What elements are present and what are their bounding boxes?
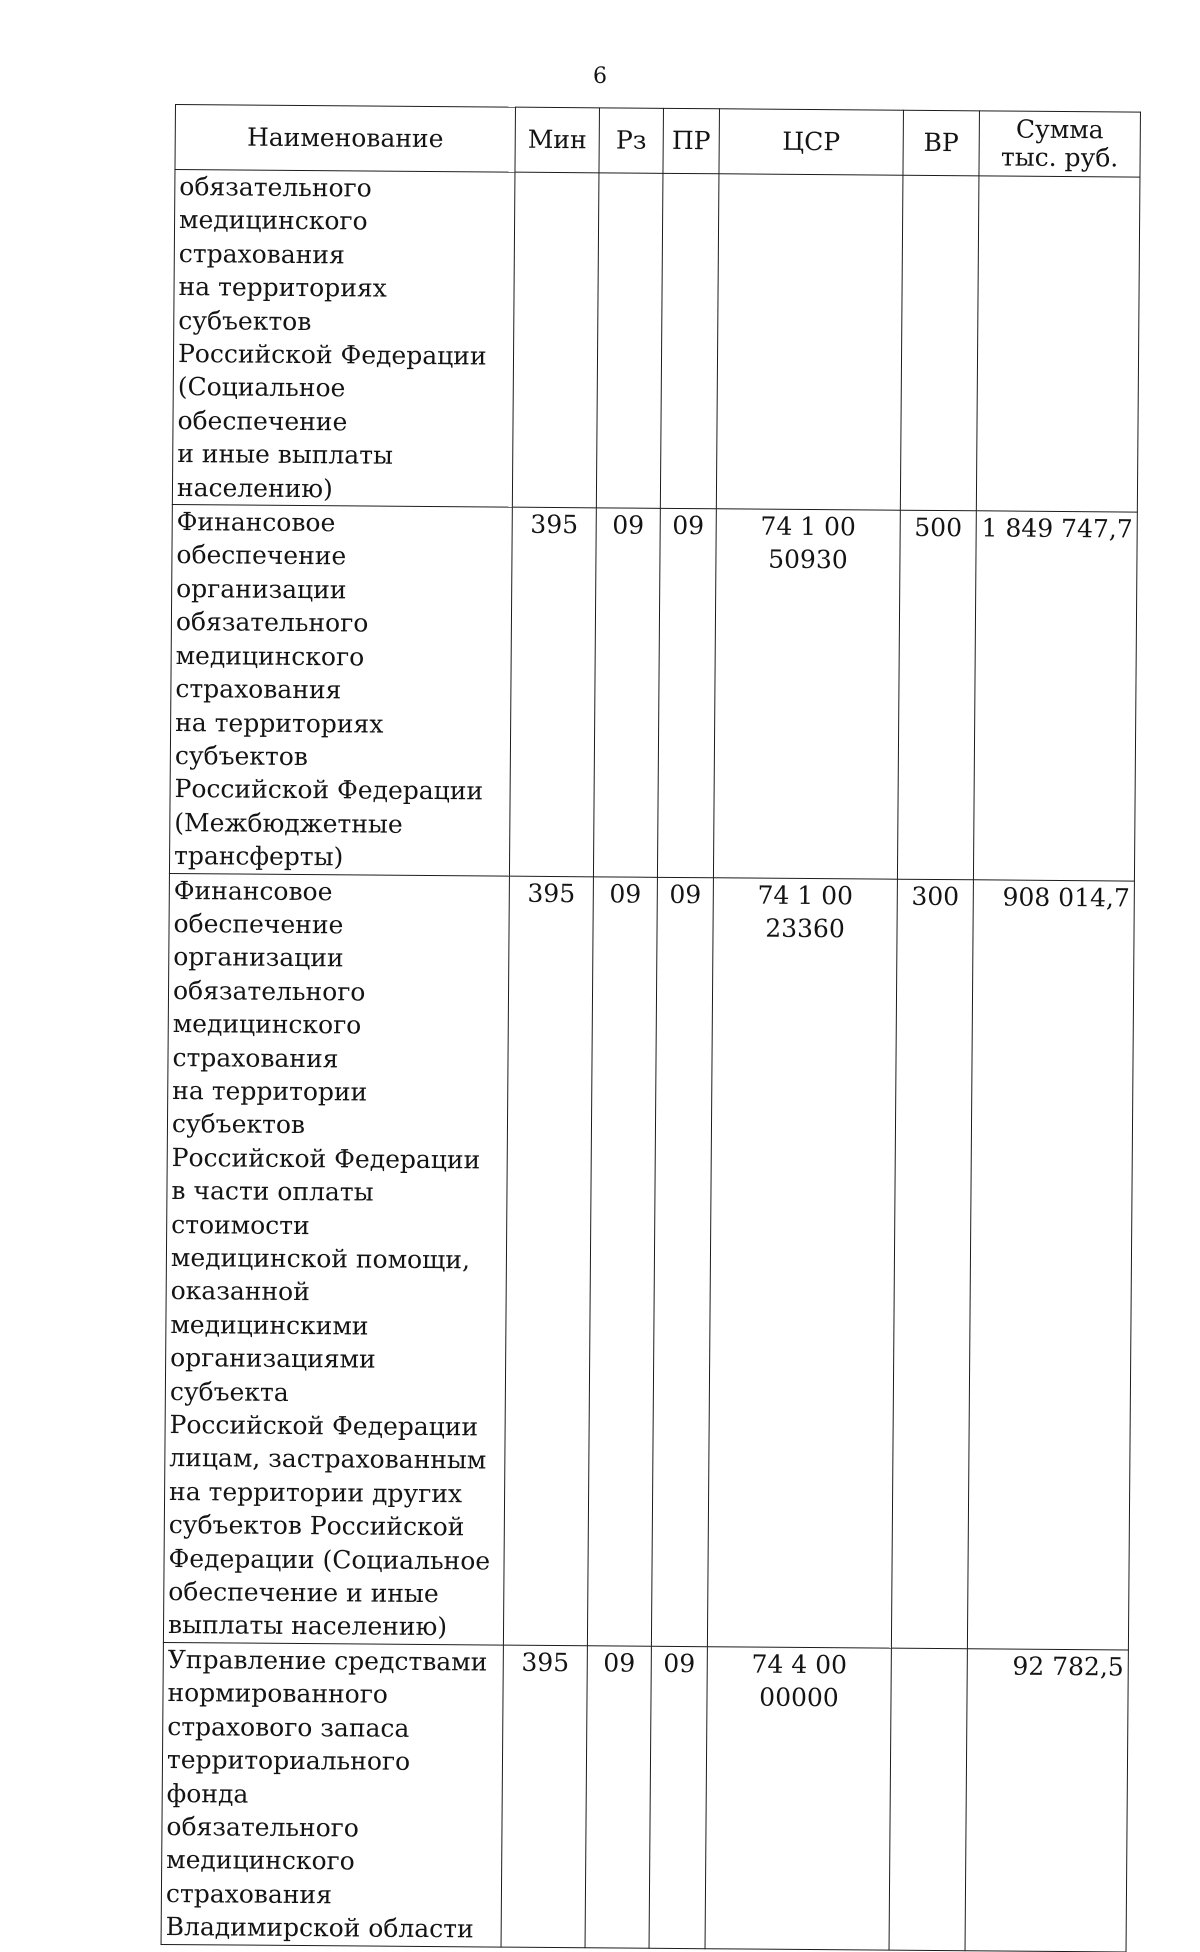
row-sum: 92 782,5 xyxy=(965,1649,1128,1952)
row-vr xyxy=(900,175,979,511)
row-sum xyxy=(976,176,1140,512)
row-min xyxy=(512,172,599,508)
row-vr: 300 xyxy=(891,879,973,1649)
header-name: Наименование xyxy=(175,105,516,173)
row-sum: 1 849 747,7 xyxy=(973,511,1137,881)
row-pr: 09 xyxy=(649,1646,707,1948)
table-row xyxy=(161,1642,1128,1951)
row-sum: 908 014,7 xyxy=(967,879,1134,1650)
row-rz: 09 xyxy=(585,1646,651,1948)
table-row xyxy=(172,170,1140,513)
row-name: Финансовое обеспечение организации обязательного медицинского страхования на территории субъектов Российской Федерации в части оплаты стоимости медицинской помощи, оказанной медицинскими организациями субъекта Российской Федерации лицам, застрахованным на территории других субъектов Российской Федерации (Социальное обеспечение и иные выплаты населению) xyxy=(163,873,509,1645)
row-min: 395 xyxy=(509,507,596,876)
header-vr: ВР xyxy=(903,110,980,176)
row-pr xyxy=(660,173,719,508)
table-row xyxy=(169,505,1137,881)
row-pr: 09 xyxy=(657,508,716,877)
row-name: Управление средствами нормированного страхового запаса территориального фонда обязательного медицинского страхования Владимирской области xyxy=(161,1642,503,1946)
row-vr xyxy=(889,1648,967,1950)
header-min: Мин xyxy=(515,107,600,173)
header-rz: Рз xyxy=(599,108,664,174)
row-name: Финансовое обеспечение организации обязательного медицинского страхования на территориях субъектов Российской Федерации (Межбюджетные трансферты) xyxy=(169,505,512,876)
row-rz: 09 xyxy=(593,508,660,877)
row-min: 395 xyxy=(503,876,593,1646)
row-csr: 74 1 00 50930 xyxy=(713,509,900,879)
table-row xyxy=(163,873,1134,1650)
row-name: обязательного медицинского страхования на территориях субъектов Российской Федерации (Социальное обеспечение и иные выплаты населению) xyxy=(172,170,515,508)
row-csr xyxy=(716,174,903,510)
row-csr: 74 4 00 00000 xyxy=(705,1647,891,1950)
row-rz: 09 xyxy=(587,876,657,1646)
header-pr: ПР xyxy=(663,108,720,173)
row-rz xyxy=(596,173,663,509)
table-header-row xyxy=(175,105,1140,178)
row-min: 395 xyxy=(501,1645,587,1947)
row-pr: 09 xyxy=(651,877,713,1647)
header-csr: ЦСР xyxy=(719,109,904,175)
row-vr: 500 xyxy=(897,510,976,879)
page-number: 6 xyxy=(593,64,607,89)
row-csr: 74 1 00 23360 xyxy=(707,877,897,1648)
header-sum: Сумма тыс. руб. xyxy=(979,111,1141,177)
budget-table xyxy=(161,104,1141,1952)
